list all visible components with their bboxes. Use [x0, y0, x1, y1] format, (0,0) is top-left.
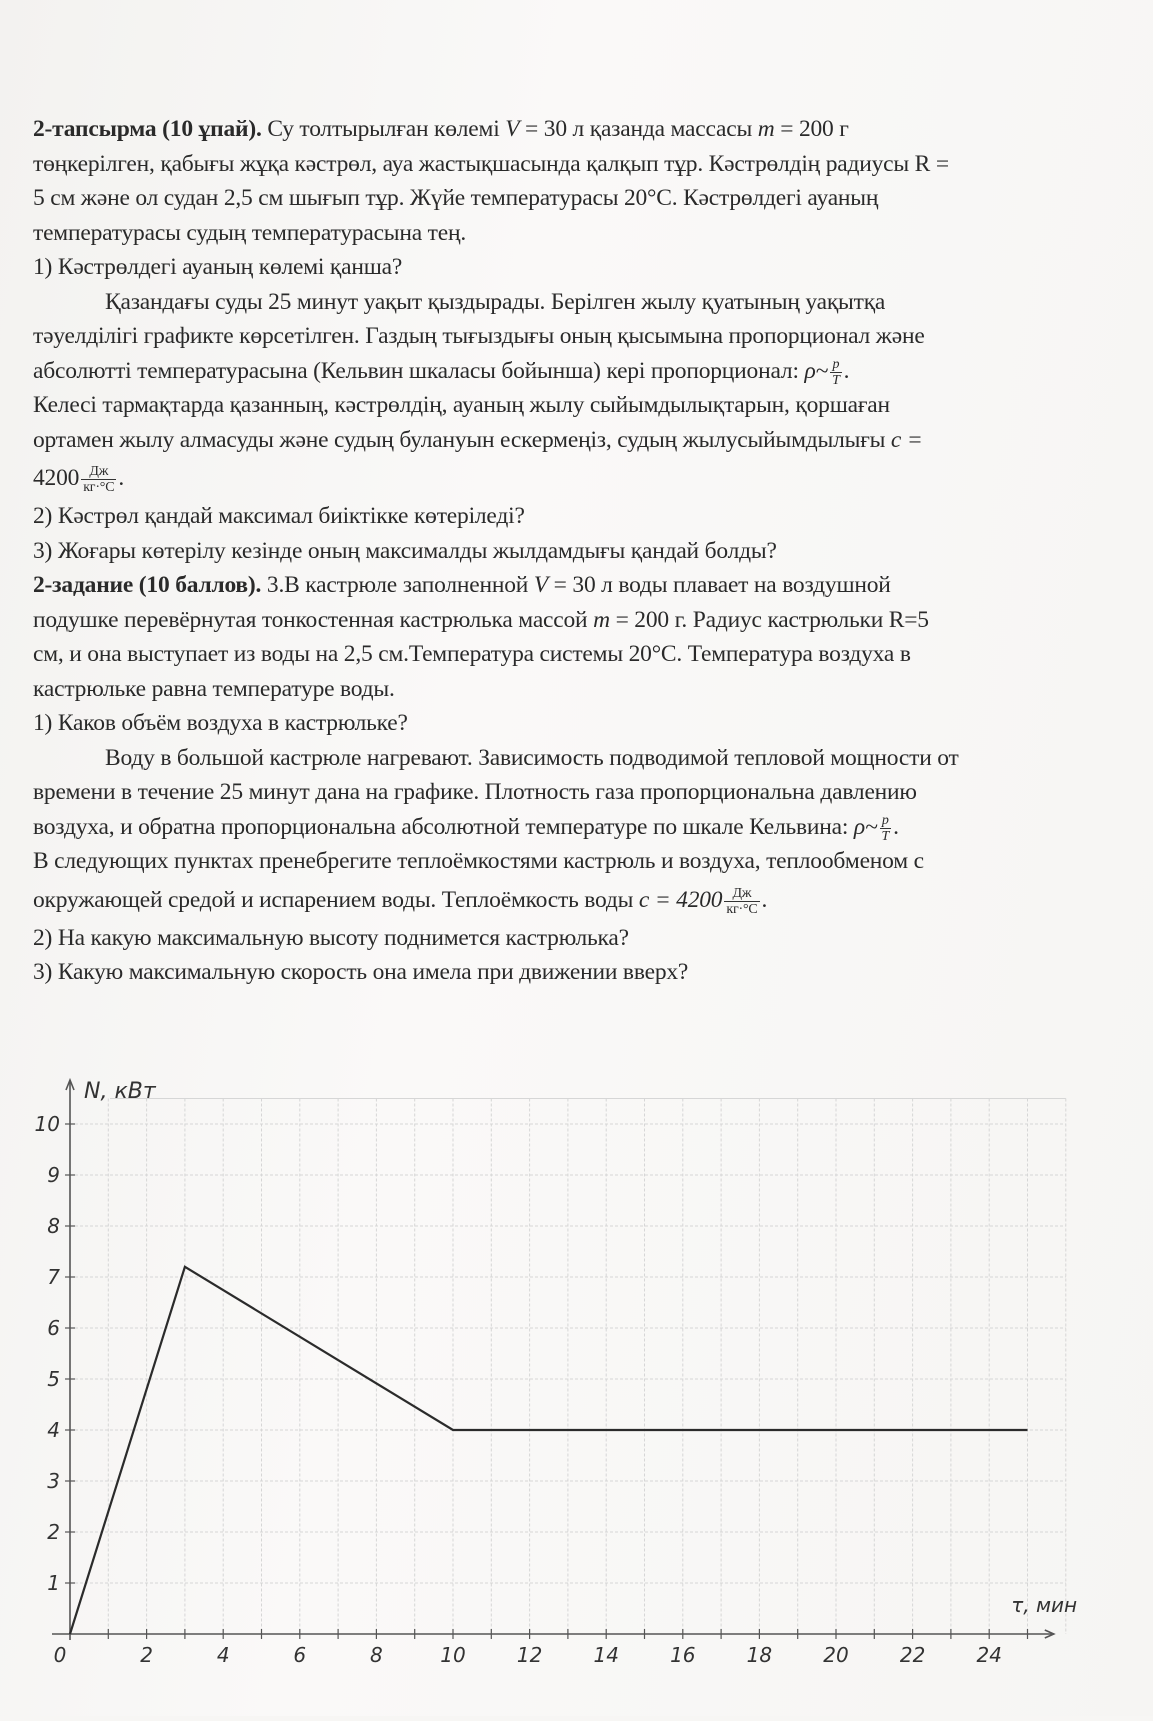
x-tick-label: 6: [293, 1643, 306, 1667]
frac-denominator: T: [880, 829, 892, 844]
ru-text: воздуха, и обратна пропорциональна абсолютной температуре по шкале Кельвина:: [33, 814, 854, 840]
kz-text: = 200 г: [775, 116, 849, 142]
chart-axes: [52, 1080, 1054, 1640]
ru-question-2: 2) На какую максимальную высоту поднимется кастрюлька?: [33, 921, 1133, 956]
chart-ticks: [35, 1112, 1028, 1667]
ru-fraction-p-over-t: [880, 813, 892, 844]
x-tick-label: 2: [140, 1643, 153, 1667]
ru-line-2: [33, 603, 1133, 638]
x-tick-label: 18: [747, 1643, 772, 1667]
problem-text: [33, 112, 1133, 990]
ru-rho: ρ~: [854, 814, 878, 840]
ru-para-3-line-2: окружающей средой и испарением воды. Теплоёмкость воды c = 4200 $\frac{Дж}{кг\cdot^\circ C}$ .: [33, 879, 1133, 921]
series-line: [70, 1267, 1028, 1634]
chart-grid: [70, 1099, 1066, 1635]
x-tick-label: 14: [593, 1643, 618, 1667]
x-tick-label: 24: [976, 1643, 1001, 1667]
ru-line-4: кастрюльке равна температуре воды.: [33, 672, 1133, 707]
kz-text: Су толтырылған көлемі: [262, 116, 506, 142]
y-tick-label: 3: [47, 1469, 60, 1493]
power-time-chart: [0, 1060, 1153, 1716]
y-tick-label: 6: [47, 1316, 60, 1340]
x-tick-label: 8: [370, 1643, 383, 1667]
kz-para-3-line-3: 4200 $\frac{Дж}{кг\cdot^\circ C}$ .: [33, 457, 1133, 499]
kz-para-3-line-2: [33, 423, 1133, 458]
chart-series: [70, 1267, 1028, 1634]
x-tick-label: 22: [900, 1643, 925, 1667]
kz-line-4: температурасы судың температурасына тең.: [33, 216, 1133, 251]
y-tick-label: 5: [47, 1367, 60, 1391]
y-tick-label: 2: [47, 1520, 60, 1544]
frac-numerator: p: [830, 357, 842, 373]
kz-question-3: 3) Жоғары көтерілу кезінде оның максималды жылдамдығы қандай болды?: [33, 534, 1133, 569]
ru-text: подушке перевёрнутая тонкостенная кастрюлька массой: [33, 607, 593, 633]
ru-para-2-line-3: воздуха, и обратна пропорциональна абсолютной температуре по шкале Кельвина: ρ~ $\frac{p}{T}$ .: [33, 810, 1133, 845]
unit-numerator: Дж: [724, 886, 759, 902]
kz-task-heading: 2-тапсырма (10 ұпай).: [33, 116, 262, 142]
ru-line-1: [33, 568, 1133, 603]
ru-var-m: m: [593, 607, 610, 633]
x-tick-label: 10: [440, 1643, 465, 1667]
ru-task-heading: 2-задание (10 баллов).: [33, 572, 261, 598]
kz-question-1: 1) Кәстрөлдегі ауаның көлемі қанша?: [33, 250, 1133, 285]
y-tick-label: 10: [35, 1112, 60, 1136]
x-tick-label: 20: [823, 1643, 848, 1667]
ru-para-2-line-2: времени в течение 25 минут дана на графике. Плотность газа пропорциональна давлению: [33, 775, 1133, 810]
y-tick-label: 7: [47, 1265, 60, 1289]
ru-line-3: см, и она выступает из воды на 2,5 см.Температура системы 20°C. Температура воздуха в: [33, 637, 1133, 672]
ru-para-3-line-1: В следующих пунктах пренебрегите теплоёмкостями кастрюль и воздуха, теплообменом с: [33, 844, 1133, 879]
frac-numerator: p: [880, 813, 892, 829]
ru-fraction-units: [724, 886, 759, 917]
unit-denominator: кг·°C: [81, 480, 116, 495]
kz-text: = 30 л қазанда массасы: [519, 116, 757, 142]
ru-text: = 30 л воды плавает на воздушной: [548, 572, 891, 598]
ru-text: окружающей средой и испарением воды. Теплоёмкость воды: [33, 887, 639, 913]
ru-c-eq: c = 4200: [639, 887, 722, 913]
ru-text: 3.В кастрюле заполненной: [261, 572, 534, 598]
kz-line-1: [33, 112, 1133, 147]
unit-denominator: кг·°C: [724, 902, 759, 917]
x-tick-label: 16: [670, 1643, 695, 1667]
kz-line-2: төңкерілген, қабығы жұқа кәстрөл, ауа жастықшасында қалқып тұр. Кәстрөлдің радиусы R =: [33, 147, 1133, 182]
y-tick-label: 9: [47, 1163, 60, 1187]
kz-c-eq: c =: [891, 427, 923, 453]
x-axis-label: τ, мин: [1011, 1593, 1077, 1617]
unit-numerator: Дж: [81, 464, 116, 480]
kz-var-m: m: [758, 116, 775, 142]
y-tick-label: 1: [47, 1571, 60, 1595]
chart-svg: [0, 1060, 1153, 1716]
ru-text: = 200 г. Радиус кастрюльки R=5: [610, 607, 929, 633]
y-axis-label: N, кВт: [84, 1079, 157, 1104]
kz-para-2-line-2: тәуелділігі графикте көрсетілген. Газдың тығыздығы оның қысымына пропорционал және: [33, 319, 1133, 354]
ru-question-3: 3) Какую максимальную скорость она имела при движении вверх?: [33, 955, 1133, 990]
kz-rho: ρ~: [804, 358, 828, 384]
kz-var-v: V: [505, 116, 519, 142]
y-tick-label: 8: [47, 1214, 60, 1238]
ru-para-2-line-1: Воду в большой кастрюле нагревают. Зависимость подводимой тепловой мощности от: [33, 741, 1133, 776]
kz-c-value: 4200: [33, 465, 79, 491]
kz-para-3-line-1: Келесі тармақтарда қазанның, кәстрөлдің, ауаның жылу сыйымдылықтарын, қоршаған: [33, 388, 1133, 423]
kz-text: абсолютті температурасына (Кельвин шкаласы бойынша) кері пропорционал:: [33, 358, 804, 384]
ru-var-v: V: [534, 572, 548, 598]
x-tick-label: 4: [217, 1643, 230, 1667]
ru-question-1: 1) Каков объём воздуха в кастрюльке?: [33, 706, 1133, 741]
kz-para-2-line-1: Қазандағы суды 25 минут уақыт қыздырады. Берілген жылу қуатының уақытқа: [33, 285, 1133, 320]
kz-question-2: 2) Кәстрөл қандай максимал биіктікке көтеріледі?: [33, 499, 1133, 534]
kz-fraction-p-over-t: [830, 357, 842, 388]
y-tick-label: 4: [47, 1418, 60, 1442]
kz-text: ортамен жылу алмасуды және судың булануын ескермеңіз, судың жылусыйымдылығы: [33, 427, 891, 453]
kz-para-2-line-3: абсолютті температурасына (Кельвин шкаласы бойынша) кері пропорционал: ρ~ $\frac{p}{T}$ .: [33, 354, 1133, 389]
kz-line-3: 5 см және ол судан 2,5 см шығып тұр. Жүйе температурасы 20°C. Кәстрөлдегі ауаның: [33, 181, 1133, 216]
x-tick-label: 12: [517, 1643, 542, 1667]
frac-denominator: T: [830, 373, 842, 388]
kz-fraction-units: [81, 464, 116, 495]
x-tick-label: 0: [54, 1643, 67, 1667]
